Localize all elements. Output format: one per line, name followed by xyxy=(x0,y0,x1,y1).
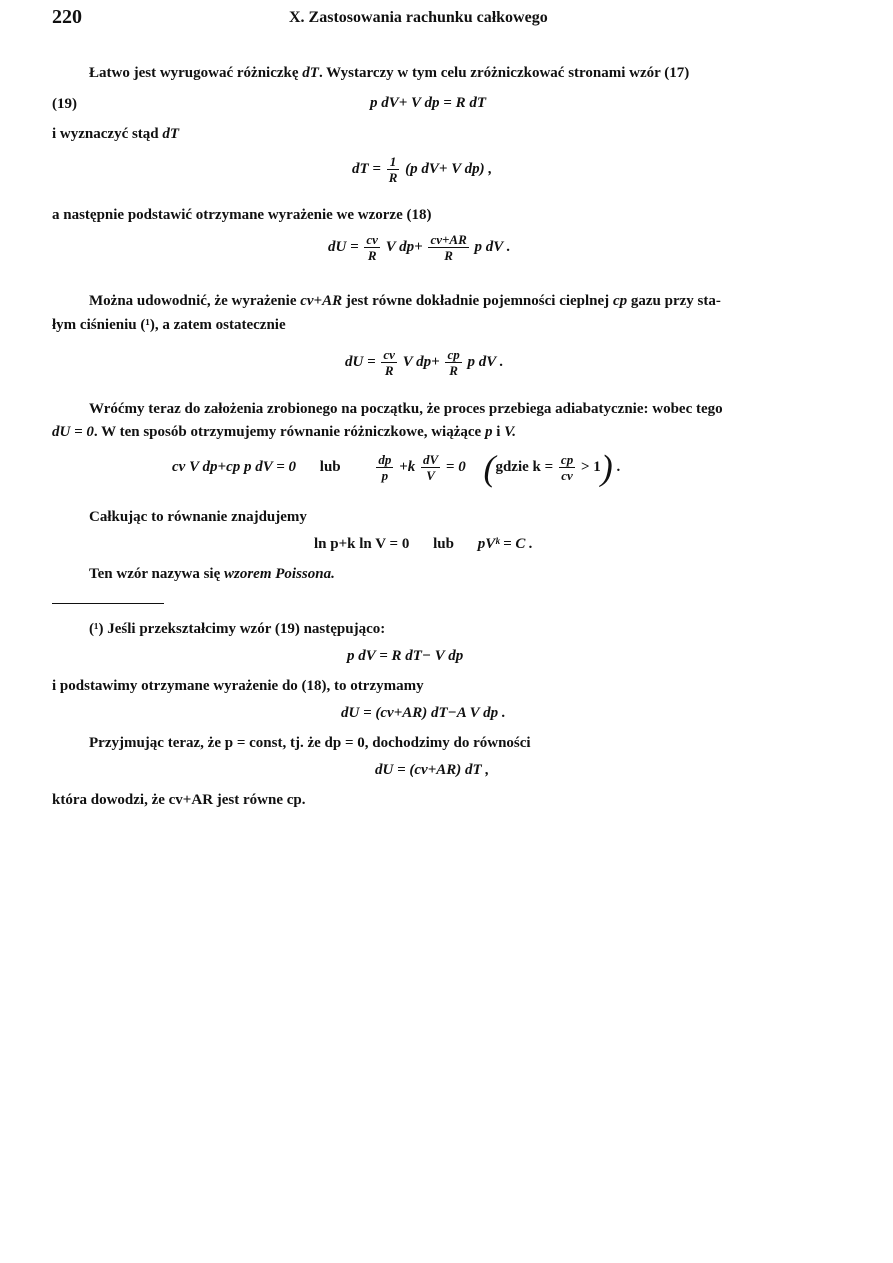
paragraph-4-line-1: Można udowodnić, że wyrażenie cv+AR jest równe dokładnie pojemności cieplnej cp gazu przy sta- xyxy=(89,293,721,309)
paragraph-6: Całkując to równanie znajdujemy xyxy=(89,509,307,525)
fraction-dp-over-p: $\frac{dp}{p}$ xyxy=(378,452,392,483)
fraction-1-over-R: $\frac{1}{R}$ xyxy=(388,154,398,185)
paragraph-5-line-2: dU = 0. W ten sposób otrzymujemy równanie różniczkowe, wiążące p i V. xyxy=(52,424,516,440)
footnote-line-2: i podstawimy otrzymane wyrażenie do (18), to otrzymamy xyxy=(52,678,424,694)
paragraph-4-line-2: łym ciśnieniu (¹), a zatem ostatecznie xyxy=(52,317,286,333)
paragraph-1: Łatwo jest wyrugować różniczkę dT. Wystarczy w tym celu zróżniczkować stronami wzór (17) xyxy=(89,65,690,81)
fraction-cv-over-R: $\frac{cv}{R}$ xyxy=(366,232,378,263)
equation-ln: ln p+k ln V = 0 lub pVᵏ = C . xyxy=(314,536,533,552)
footnote-divider xyxy=(52,603,164,604)
paragraph-3: a następnie podstawić otrzymane wyrażenie we wzorze (18) xyxy=(52,207,432,223)
equation-dT: dT = $\frac{1}{R}$ (p dV+ V dp) , xyxy=(352,154,493,185)
footnote-equation-2: dU = (cv+AR) dT−A V dp . xyxy=(341,705,506,721)
equation-19: p dV+ V dp = R dT xyxy=(370,95,487,111)
paragraph-2: i wyznaczyć stąd dT xyxy=(52,126,180,142)
equation-dU-1: dU = $\frac{cv}{R}$ V dp+ $\frac{cv+AR}{R}$ p dV . xyxy=(328,232,511,263)
fraction-cp-over-R: $\frac{cp}{R}$ xyxy=(447,347,460,378)
fraction-dV-over-V: $\frac{dV}{V}$ xyxy=(422,452,439,483)
footnote-line-3: Przyjmując teraz, że p = const, tj. że dp = 0, dochodzimy do równości xyxy=(89,735,531,751)
equation-dU-2: dU = $\frac{cv}{R}$ V dp+ $\frac{cp}{R}$ p dV . xyxy=(345,347,504,378)
equation-label-19: (19) xyxy=(52,96,77,112)
footnote-line-1: (¹) Jeśli przekształcimy wzór (19) następująco: xyxy=(89,621,386,637)
page-number: 220 xyxy=(52,6,82,28)
fraction-cv-over-R-2: $\frac{cv}{R}$ xyxy=(383,347,395,378)
fraction-cv-plus-AR-over-R: $\frac{cv+AR}{R}$ xyxy=(430,232,467,263)
footnote-equation-3: dU = (cv+AR) dT , xyxy=(375,762,490,778)
equation-differential: cv V dp+cp p dV = 0 lub $\frac{dp}{p}$ +k $\frac{dV}{V}$ = 0 (gdzie k = $\frac{cp}{cv}$ > 1) . xyxy=(172,447,621,488)
paragraph-5-line-1: Wróćmy teraz do założenia zrobionego na początku, że proces przebiega adiabatycznie: wobec tego xyxy=(89,401,723,417)
footnote-line-4: która dowodzi, że cv+AR jest równe cp. xyxy=(52,792,306,808)
fraction-cp-over-cv: $\frac{cp}{cv}$ xyxy=(560,452,574,483)
footnote-equation-1: p dV = R dT− V dp xyxy=(347,648,464,664)
paragraph-7: Ten wzór nazywa się wzorem Poissona. xyxy=(89,566,335,582)
chapter-title: X. Zastosowania rachunku całkowego xyxy=(289,9,548,26)
